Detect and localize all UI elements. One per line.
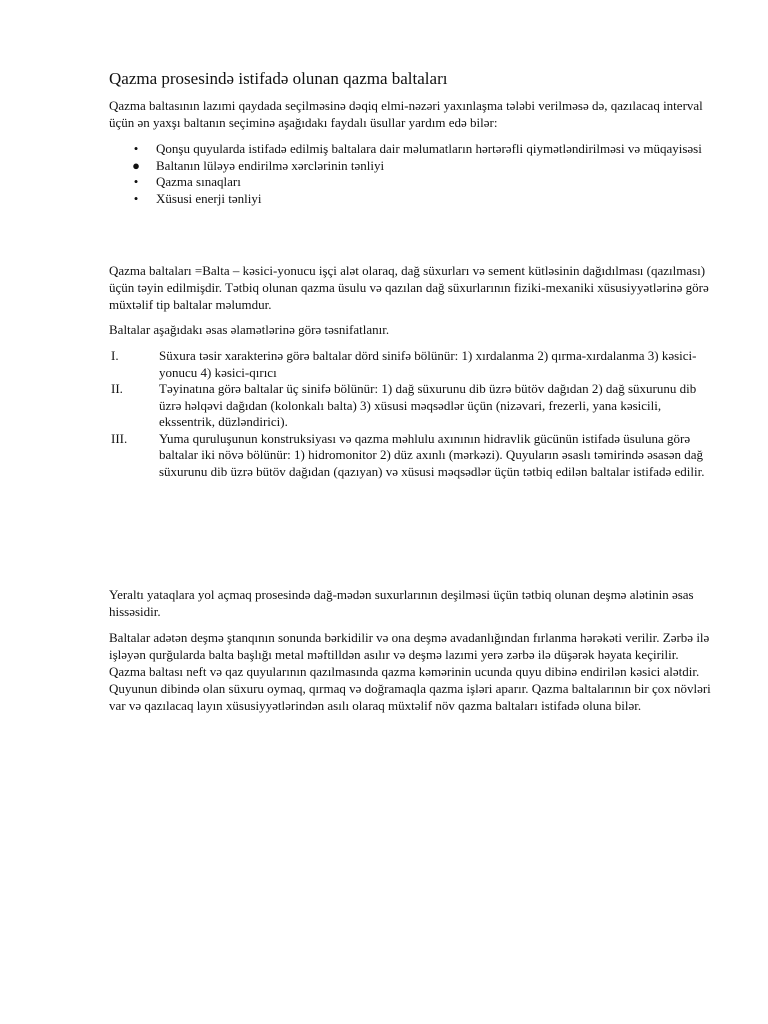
list-item — [109, 191, 709, 208]
criteria-bullet-list — [109, 141, 709, 207]
definition-paragraph: Qazma baltaları =Balta – kəsici-yonucu işçi alət olaraq, dağ süxurları və sement kütləsinin dağıdılması (qazılması) üçün təyin edilmişdir. Tətbiq olunan qazma üsulu və qazılan dağ süxurlarının fiziki-mexaniki xüsusiyyətlərinə görə müxtəlif tip baltalar məlumdur. — [109, 263, 709, 312]
list-item-text: Qonşu quyularda istifadə edilmiş baltalara dair məlumatların hərtərəfli qiymətləndirilməsi və müqayisəsi — [156, 141, 702, 156]
list-item — [109, 348, 715, 381]
list-item-text: Baltanın lüləyə endirilmə xərclərinin tənliyi — [156, 157, 385, 173]
list-number: III. — [111, 430, 128, 446]
mounting-paragraph: Baltalar adətən deşmə ştanqının sonunda bərkidilir və ona deşmə avadanlığından fırlanma hərəkəti verilir. Zərbə ilə işləyən qurğularda balta başlığı metal məftilldən asılır və deşmə lazımi yerə zərbə ilə düşərək həyata keçirilir. Qazma baltası neft və qaz quyularının qazılmasında qazma kəmərinin ucunda quyu dibinə endirilən kəsici alətdir. Quyunun dibində olan süxuru oymaq, qırmaq və doğramaqla qazma işləri aparır. Qazma baltalarının bir çox növləri var və qazılacaq layın xüsusiyyətlərindən asılı olaraq müxtəlif növ qazma baltaları istifadə oluna bilər. — [109, 630, 711, 713]
list-item-text: Yuma quruluşunun konstruksiyası və qazma məhlulu axınının hidravlik gücünün istifadə üsuluna görə baltalar iki növə bölünür: 1) hidromonitor 2) düz axınlı (mərkəzi). Quyuların əsaslı təmirində əsasən dağ süxurunu dib üzrə bütöv dağıdan (qazıyan) və xüsusi məqsədlər üçün tətbiq edilən baltalar istifadə edilir. — [159, 430, 705, 479]
list-item — [109, 431, 715, 481]
list-item — [109, 158, 709, 175]
bullet-icon: ● — [132, 157, 140, 173]
bullet-icon: • — [133, 190, 139, 206]
list-item-text: Xüsusi enerji tənliyi — [156, 190, 262, 206]
list-item-text: Təyinatına görə baltalar üç sinifə bölünür: 1) dağ süxurunu dib üzrə bütöv dağıdan 2) dağ süxurunu dib üzrə həlqəvi dağıdan (kolonkalı balta) 3) xüsusi məqsədlər üçün (nizəvari, frezerli, yana kəsicili, ekssentrik, düzləndirici). — [159, 381, 697, 429]
list-number: II. — [111, 381, 123, 396]
bullet-icon: • — [133, 174, 139, 189]
classification-intro: Baltalar aşağıdakı əsas əlamətlərinə görə təsnifatlanır. — [109, 322, 390, 337]
tool-paragraph: Yeraltı yataqlara yol açmaq prosesində dağ-mədən suxurlarının deşilməsi üçün tətbiq olunan deşmə alətinin əsas hissəsidir. — [109, 587, 694, 619]
intro-paragraph: Qazma baltasının lazımi qaydada seçilməsinə dəqiq elmi-nəzəri yaxınlaşma tələbi verilməsə də, qazılacaq interval üçün ən yaxşı baltanın seçiminə aşağıdakı faydalı üsullar yardım edə bilər: — [109, 98, 703, 130]
list-item — [109, 141, 709, 158]
list-item — [109, 174, 709, 191]
list-item-text: Süxura təsir xarakterinə görə baltalar dörd sinifə bölünür: 1) xırdalanma 2) qırma-xırdalanma 3) kəsici-yonucu 4) kəsici-qırıcı — [159, 348, 697, 380]
list-item-text: Qazma sınaqları — [156, 174, 241, 189]
list-number: I. — [111, 348, 119, 363]
page-title: Qazma prosesində istifadə olunan qazma baltaları — [109, 69, 448, 88]
classification-list — [109, 348, 715, 480]
list-item — [109, 381, 715, 431]
bullet-icon: • — [133, 141, 139, 156]
